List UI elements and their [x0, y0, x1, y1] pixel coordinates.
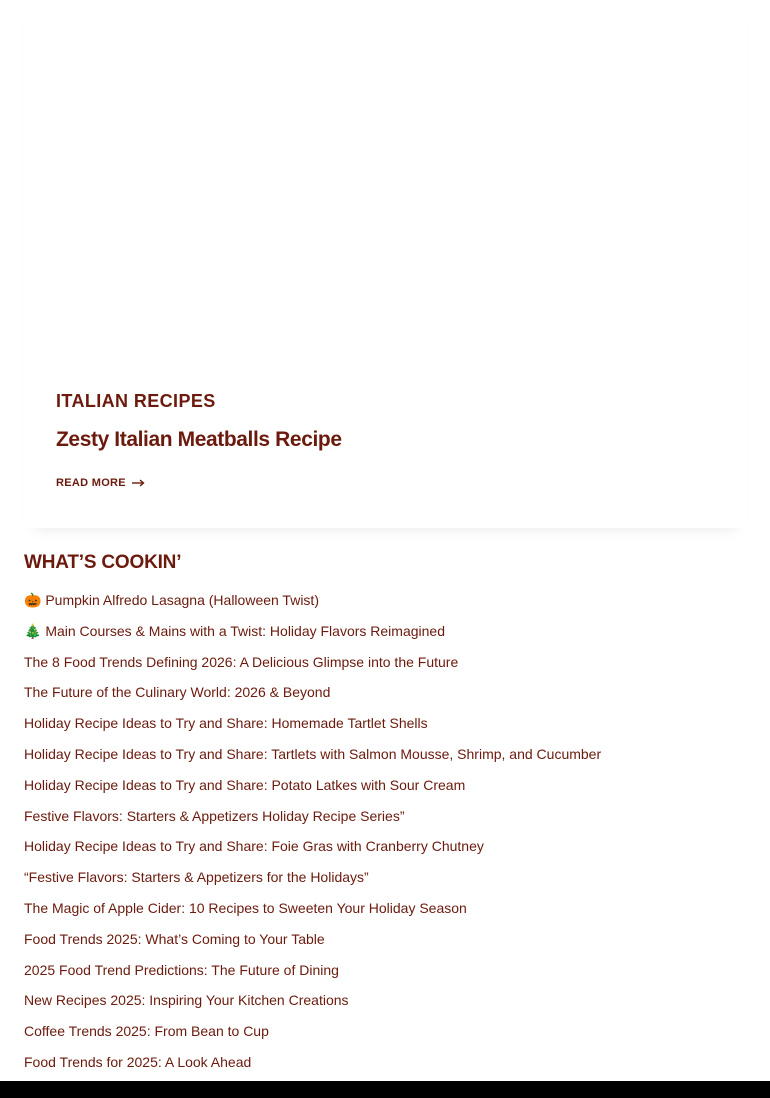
widget-title: WHAT’S COOKIN’ — [24, 552, 182, 573]
recent-posts-list — [24, 590, 746, 1083]
list-item — [24, 652, 746, 683]
list-item — [24, 929, 746, 960]
post-link[interactable]: Holiday Recipe Ideas to Try and Share: Potato Latkes with Sour Cream — [24, 776, 466, 793]
post-link[interactable]: 2025 Food Trend Predictions: The Future of Dining — [24, 961, 339, 978]
list-item — [24, 1052, 746, 1083]
list-item — [24, 990, 746, 1021]
list-item — [24, 836, 746, 867]
post-link[interactable]: The 8 Food Trends Defining 2026: A Delicious Glimpse into the Future — [24, 653, 459, 670]
list-item — [24, 682, 746, 713]
list-item — [24, 806, 746, 837]
post-category-link[interactable]: ITALIAN RECIPES — [56, 391, 216, 411]
post-featured-image[interactable] — [24, 0, 746, 360]
list-item — [24, 898, 746, 929]
post-link[interactable]: The Future of the Culinary World: 2026 & Beyond — [24, 684, 331, 701]
post-card — [24, 0, 746, 528]
list-item — [24, 960, 746, 991]
post-link[interactable]: Food Trends 2025: What’s Coming to Your Table — [24, 930, 325, 947]
post-link[interactable]: “Festive Flavors: Starters & Appetizers for the Holidays” — [24, 869, 369, 886]
post-link[interactable]: 🎃 Pumpkin Alfredo Lasagna (Halloween Twist) — [24, 592, 319, 608]
post-link[interactable]: Food Trends for 2025: A Look Ahead — [24, 1053, 252, 1070]
list-item — [24, 1021, 746, 1052]
post-link[interactable]: Holiday Recipe Ideas to Try and Share: Foie Gras with Cranberry Chutney — [24, 838, 484, 855]
read-more-label: READ MORE — [56, 477, 126, 489]
read-more-link[interactable] — [56, 477, 145, 489]
arrow-right-icon — [132, 479, 145, 487]
post-link[interactable]: 🎄 Main Courses & Mains with a Twist: Holiday Flavors Reimagined — [24, 622, 445, 639]
post-link[interactable]: Holiday Recipe Ideas to Try and Share: Tartlets with Salmon Mousse, Shrimp, and Cucumber — [24, 745, 602, 762]
list-item — [24, 621, 746, 652]
list-item — [24, 744, 746, 775]
post-link[interactable]: New Recipes 2025: Inspiring Your Kitchen Creations — [24, 992, 349, 1009]
post-link[interactable]: The Magic of Apple Cider: 10 Recipes to Sweeten Your Holiday Season — [24, 899, 467, 916]
list-item — [24, 590, 746, 621]
post-title-link[interactable]: Zesty Italian Meatballs Recipe — [56, 428, 342, 451]
list-item — [24, 775, 746, 806]
list-item — [24, 713, 746, 744]
post-link[interactable]: Festive Flavors: Starters & Appetizers Holiday Recipe Series” — [24, 807, 405, 824]
post-link[interactable]: Coffee Trends 2025: From Bean to Cup — [24, 1023, 269, 1040]
list-item — [24, 867, 746, 898]
post-link[interactable]: Holiday Recipe Ideas to Try and Share: Homemade Tartlet Shells — [24, 715, 428, 732]
footer-bar — [0, 1081, 770, 1098]
